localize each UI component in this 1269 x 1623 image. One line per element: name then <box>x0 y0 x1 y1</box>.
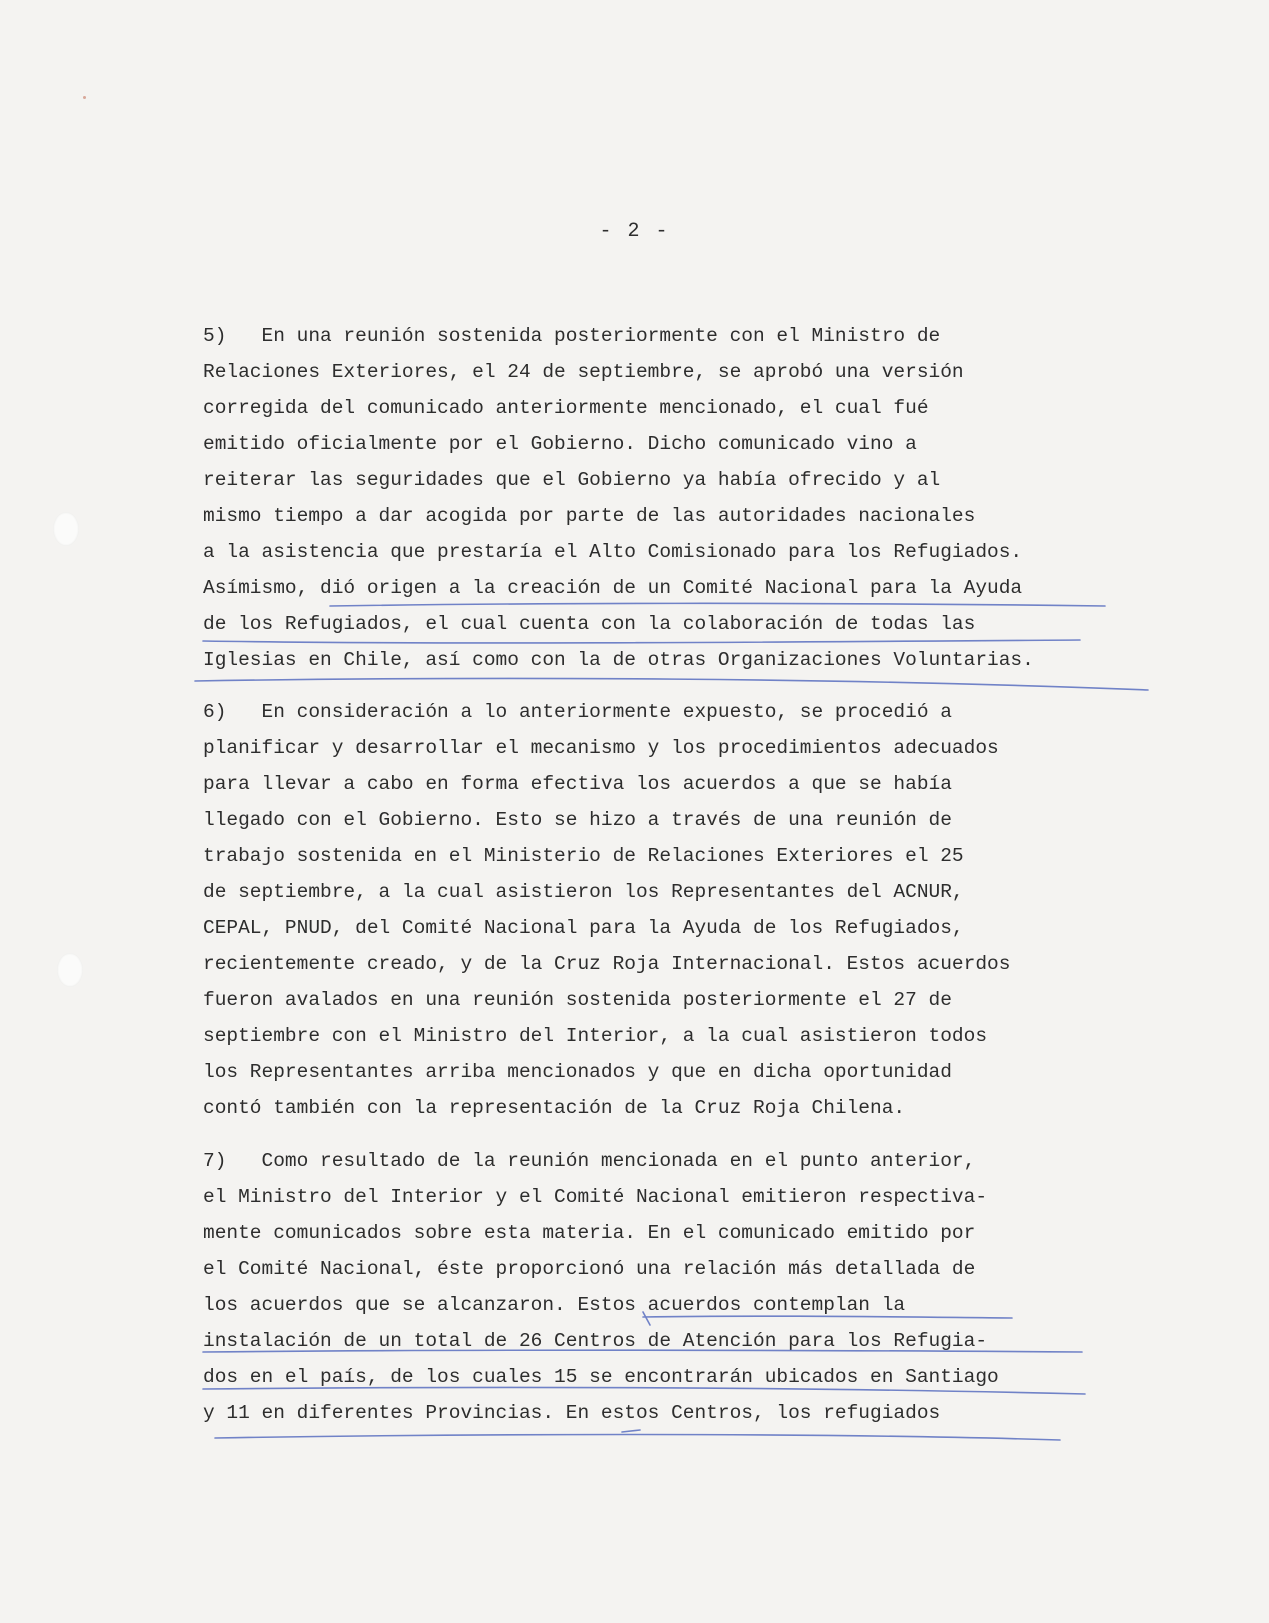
text-line: CEPAL, PNUD, del Comité Nacional para la Ayuda de los Refugiados, <box>203 917 964 939</box>
text-line: Asímismo, dió origen a la creación de un Comité Nacional para la Ayuda <box>203 577 1023 599</box>
text-line: recientemente creado, y de la Cruz Roja Internacional. Estos acuerdos <box>203 953 1011 975</box>
text-line: dos en el país, de los cuales 15 se encontrarán ubicados en Santiago <box>203 1366 999 1388</box>
text-line: los acuerdos que se alcanzaron. Estos acuerdos contemplan la <box>203 1294 906 1316</box>
text-line: el Ministro del Interior y el Comité Nacional emitieron respectiva- <box>203 1186 988 1208</box>
paragraph-6 <box>203 694 1133 1126</box>
text-line: septiembre con el Ministro del Interior, a la cual asistieron todos <box>203 1025 988 1047</box>
paper-speck <box>83 96 86 99</box>
text-line: los Representantes arriba mencionados y que en dicha oportunidad <box>203 1061 952 1083</box>
text-line: y 11 en diferentes Provincias. En estos Centros, los refugiados <box>203 1402 941 1424</box>
text-line: de los Refugiados, el cual cuenta con la colaboración de todas las <box>203 613 976 635</box>
text-line: Iglesias en Chile, así como con la de otras Organizaciones Voluntarias. <box>203 649 1034 671</box>
paragraph-5 <box>203 318 1133 678</box>
text-line: mente comunicados sobre esta materia. En el comunicado emitido por <box>203 1222 976 1244</box>
text-line: para llevar a cabo en forma efectiva los acuerdos a que se había <box>203 773 952 795</box>
text-line: llegado con el Gobierno. Esto se hizo a través de una reunión de <box>203 809 952 831</box>
paragraph-7 <box>203 1143 1133 1431</box>
text-line: contó también con la representación de la Cruz Roja Chilena. <box>203 1097 906 1119</box>
text-line: a la asistencia que prestaría el Alto Comisionado para los Refugiados. <box>203 541 1023 563</box>
text-line: emitido oficialmente por el Gobierno. Dicho comunicado vino a <box>203 433 917 455</box>
text-line: el Comité Nacional, éste proporcionó una relación más detallada de <box>203 1258 976 1280</box>
text-line: 6) En consideración a lo anteriormente expuesto, se procedió a <box>203 701 952 723</box>
pen-underline <box>195 678 1148 690</box>
punch-hole-top <box>53 512 79 546</box>
page-number: - 2 - <box>599 220 670 243</box>
text-line: 5) En una reunión sostenida posteriormente con el Ministro de <box>203 325 941 347</box>
punch-hole-middle <box>57 953 83 987</box>
text-line: corregida del comunicado anteriormente mencionado, el cual fué <box>203 397 929 419</box>
text-line: Relaciones Exteriores, el 24 de septiembre, se aprobó una versión <box>203 361 964 383</box>
text-line: mismo tiempo a dar acogida por parte de las autoridades nacionales <box>203 505 976 527</box>
text-line: de septiembre, a la cual asistieron los Representantes del ACNUR, <box>203 881 964 903</box>
text-line: trabajo sostenida en el Ministerio de Relaciones Exteriores el 25 <box>203 845 964 867</box>
text-line: 7) Como resultado de la reunión mencionada en el punto anterior, <box>203 1150 976 1172</box>
text-line: planificar y desarrollar el mecanismo y los procedimientos adecuados <box>203 737 999 759</box>
text-line: reiterar las seguridades que el Gobierno ya había ofrecido y al <box>203 469 941 491</box>
text-line: fueron avalados en una reunión sostenida posteriormente el 27 de <box>203 989 952 1011</box>
text-line: instalación de un total de 26 Centros de Atención para los Refugia- <box>203 1330 988 1352</box>
pen-underline <box>215 1435 1060 1441</box>
